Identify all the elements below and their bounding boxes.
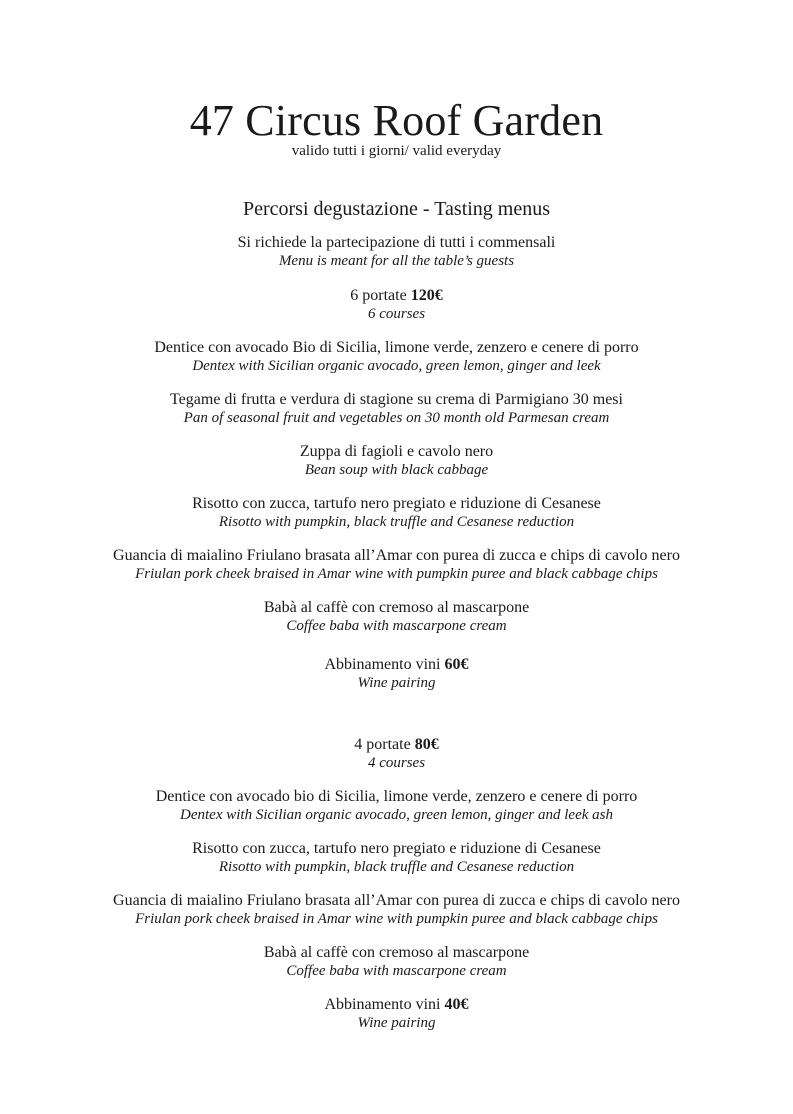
course-name-it: Guancia di maialino Friulano brasata all’Amar con purea di zucca e chips di cavolo nero (113, 892, 680, 909)
menu-6-course (0, 547, 793, 583)
course-name-it: Dentice con avocado bio di Sicilia, limone verde, zenzero e cenere di porro (155, 788, 638, 805)
course-name-it: Guancia di maialino Friulano brasata all’Amar con purea di zucca e chips di cavolo nero (113, 547, 680, 564)
wine-pairing-label-en: Wine pairing (357, 1015, 436, 1031)
course-name-en: Coffee baba with mascarpone cream (286, 963, 507, 979)
course-name-it: Zuppa di fagioli e cavolo nero (299, 443, 494, 460)
menu-4-header (0, 736, 793, 772)
table-note-en: Menu is meant for all the table’s guests (278, 253, 515, 269)
wine-pairing-label: Abbinamento vini (324, 996, 441, 1013)
course-name-it: Risotto con zucca, tartufo nero pregiato e riduzione di Cesanese (192, 840, 601, 857)
tasting-menus-heading: Percorsi degustazione - Tasting menus (242, 198, 551, 220)
course-name-en: Dentex with Sicilian organic avocado, green lemon, ginger and leek (192, 358, 601, 374)
menu-4-course (0, 892, 793, 928)
course-name-en: Friulan pork cheek braised in Amar wine with pumpkin puree and black cabbage chips (135, 911, 658, 927)
course-name-en: Risotto with pumpkin, black truffle and Cesanese reduction (218, 514, 575, 530)
validity-subtitle: valido tutti i giorni/ valid everyday (291, 143, 502, 159)
table-note-it: Si richiede la partecipazione di tutti i commensali (237, 234, 556, 251)
menu-4-label-en: 4 courses (367, 755, 426, 771)
menu-6-course (0, 391, 793, 427)
course-name-it: Tegame di frutta e verdura di stagione su crema di Parmigiano 30 mesi (170, 391, 623, 408)
wine-pairing-label-en: Wine pairing (357, 675, 436, 691)
menu-6-course (0, 339, 793, 375)
course-name-it: Dentice con avocado Bio di Sicilia, limone verde, zenzero e cenere di porro (154, 339, 639, 356)
menu-4-course (0, 944, 793, 980)
course-name-en: Pan of seasonal fruit and vegetables on 30 month old Parmesan cream (183, 410, 610, 426)
course-name-en: Risotto with pumpkin, black truffle and Cesanese reduction (218, 859, 575, 875)
course-name-en: Bean soup with black cabbage (304, 462, 489, 478)
course-name-en: Coffee baba with mascarpone cream (286, 618, 507, 634)
menu-6-course (0, 599, 793, 635)
menu-6-label: 6 portate (350, 287, 407, 304)
course-name-it: Babà al caffè con cremoso al mascarpone (263, 599, 530, 616)
wine-pairing-price: 60€ (444, 656, 469, 673)
table-note (0, 234, 793, 270)
course-name-it: Risotto con zucca, tartufo nero pregiato e riduzione di Cesanese (192, 495, 601, 512)
course-name-en: Dentex with Sicilian organic avocado, green lemon, ginger and leek ash (180, 807, 613, 823)
menu-4-label: 4 portate (354, 736, 411, 753)
course-name-en: Friulan pork cheek braised in Amar wine with pumpkin puree and black cabbage chips (135, 566, 658, 582)
menu-6-course (0, 495, 793, 531)
menu-4-wine-pairing (0, 996, 793, 1032)
menu-6-course (0, 443, 793, 479)
menu-6-header (0, 287, 793, 323)
menu-4-course (0, 788, 793, 824)
course-name-it: Babà al caffè con cremoso al mascarpone (263, 944, 530, 961)
menu-6-price: 120€ (410, 287, 443, 304)
restaurant-title: 47 Circus Roof Garden (189, 96, 604, 145)
menu-4-price: 80€ (414, 736, 439, 753)
menu-6-wine-pairing (0, 656, 793, 692)
wine-pairing-label: Abbinamento vini (324, 656, 441, 673)
menu-4-course (0, 840, 793, 876)
wine-pairing-price: 40€ (444, 996, 469, 1013)
menu-6-label-en: 6 courses (367, 306, 426, 322)
